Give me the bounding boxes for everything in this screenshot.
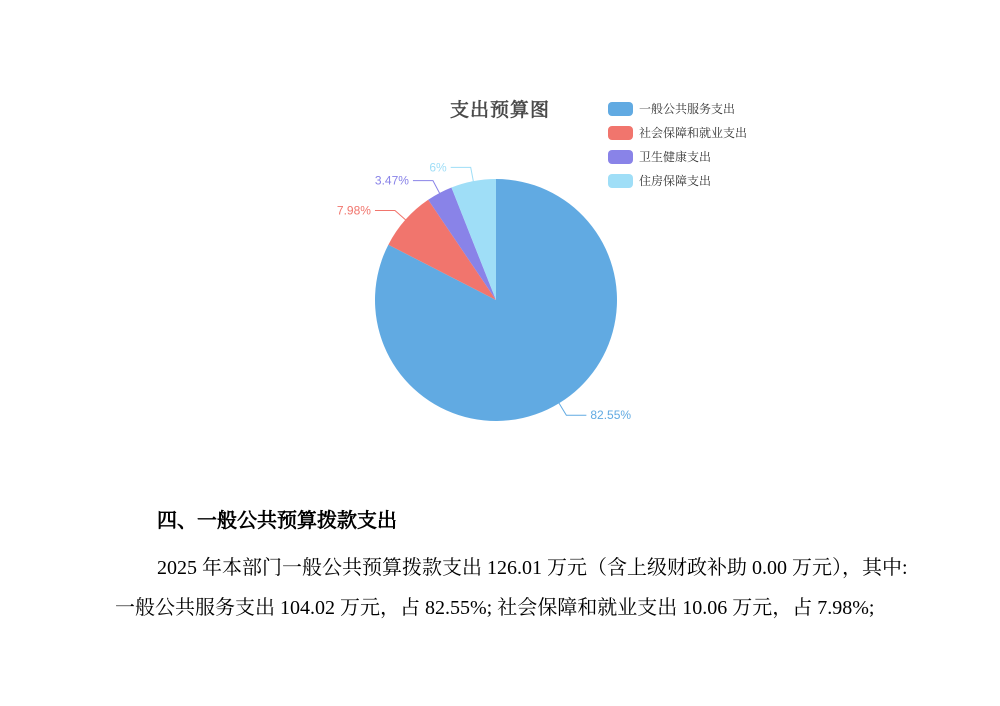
section-paragraph (115, 548, 908, 628)
legend-label: 卫生健康支出 (639, 150, 712, 164)
pie-percent-label-health: 3.47% (374, 173, 409, 188)
pie-label-line-housing-security (451, 167, 474, 182)
pie-label-line-social-security-employment (375, 210, 406, 220)
legend-label: 社会保障和就业支出 (639, 126, 748, 140)
legend-label: 一般公共服务支出 (639, 102, 736, 116)
paragraph-line: 一般公共服务支出 104.02 万元，占 82.55%; 社会保障和就业支出 10.06 万元，占 7.98%; (115, 597, 875, 619)
pie-label-line-general-public-service (559, 402, 587, 415)
pie-percent-label-housing-security: 6% (429, 160, 447, 175)
paragraph-line: 2025 年本部门一般公共预算拨款支出 126.01 万元（含上级财政补助 0.00 万元），其中: (157, 557, 908, 579)
pie-label-line-health (413, 181, 440, 194)
pie-percent-label-general-public-service: 82.55% (590, 408, 632, 423)
section-heading: 四、一般公共预算拨款支出 (157, 510, 397, 532)
document-section (115, 504, 908, 628)
pie-percent-label-social-security-employment: 7.98% (336, 203, 371, 218)
chart-title: 支出预算图 (449, 100, 550, 121)
legend-label: 住房保障支出 (639, 174, 712, 188)
